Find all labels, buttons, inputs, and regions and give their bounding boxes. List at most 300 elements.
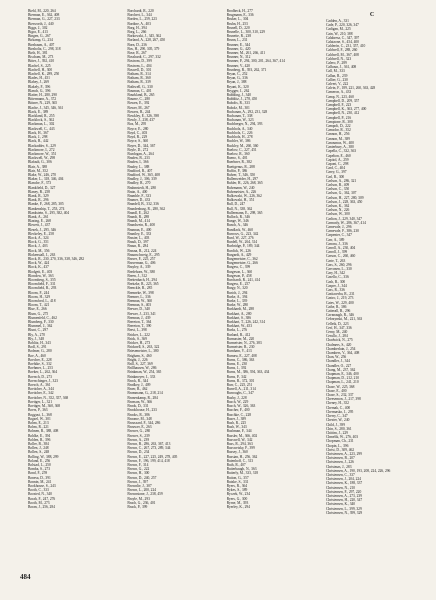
- index-entry: Brillhausen, W., 286: [127, 366, 157, 371]
- index-entry: Bullenweider, H., 297: [226, 177, 258, 182]
- index-entry: Bloomfield, R., 293: [28, 286, 57, 291]
- index-entry: Borg, H., 394: [127, 25, 147, 30]
- index-entry: Bradey, L., 388: [127, 164, 150, 169]
- index-entry: Brunette, R., 238: [226, 34, 251, 39]
- index-entry: Boerschinger, J., 323: [28, 378, 58, 383]
- index-entry: Black, J., 298: [28, 135, 48, 140]
- index-entry: Cannon, M., 389: [325, 136, 350, 141]
- index-entry: Brownstone, J., 238, 459: [127, 492, 163, 497]
- index-entry: Borah, F., 247, 276: [28, 496, 56, 501]
- index-entry: Boyd, R., 229: [127, 135, 148, 140]
- index-entry: Box, M., 295: [127, 122, 147, 127]
- index-entry: Brown, J., 397: [127, 479, 149, 484]
- index-entry: Bull, D., 247: [226, 202, 246, 207]
- index-entry: Bingen, G., 267: [28, 34, 51, 39]
- index-entry: Bunge, W., 346: [226, 219, 249, 224]
- index-entry: Brower, S., 239: [127, 433, 150, 438]
- index-entry: Bloomberg, S., 355: [28, 278, 56, 282]
- index-entry: Bowen, E., 392: [127, 101, 150, 106]
- index-entry: Brodkey, J., 409: [127, 383, 151, 388]
- index-entry: Brain, A., 400: [127, 189, 148, 194]
- index-entry: Blank, A., 261: [28, 214, 49, 219]
- index-entry: Bush, W., 343: [226, 425, 247, 430]
- index-entry: Burns, E., 230: [226, 362, 248, 367]
- index-entry: Boehmer, L., 253: [28, 366, 53, 371]
- index-entry: Blankstein, S., 295, 382, 404: [28, 210, 70, 215]
- index-entry: Brennan, S., 403: [127, 303, 152, 308]
- index-entry: Bittner, N., 229, 365: [28, 101, 58, 106]
- index-entry: Bryan, J., 388: [226, 80, 247, 85]
- index-entry: Canoumus, W., 400: [325, 140, 354, 145]
- index-entry: Bly, J., 348: [28, 336, 45, 341]
- index-entry: Campione, R., 300: [325, 119, 353, 124]
- index-entry: Boyce, E., 280: [127, 126, 149, 131]
- index-entry: Boller, B., 384: [28, 441, 49, 446]
- index-entry: Brygger, J., 262: [226, 88, 250, 93]
- index-entry: Bonnin, M., 241: [28, 479, 52, 484]
- index-entry: Campbell, D., 209, 357: [325, 98, 360, 103]
- index-entry: Brunell, D., 220: [226, 25, 250, 30]
- index-entry: Camp, N., 223, 460: [325, 94, 354, 99]
- index-entry: Burchardt, R., 241, 414: [226, 278, 261, 282]
- index-entry: Bush, R., 225: [226, 420, 247, 425]
- index-entry: Byers, R., 364: [226, 483, 248, 488]
- index-entry: Brewer, J., 233, 341: [127, 311, 156, 316]
- index-entry: Blackwell, C., 443: [28, 126, 55, 131]
- index-entry: Bozdogan, A., 264: [127, 151, 154, 156]
- index-entry: Brock, R., 344: [127, 378, 149, 383]
- index-entry: Bolden, R., 396: [28, 437, 51, 442]
- index-entry: Blair, M., 352: [28, 168, 48, 173]
- index-entry: Blache, J., 345, 346, 361: [28, 105, 64, 110]
- index-entry: Calvin, F., 189, 221, 260, 363, 428: [325, 86, 376, 91]
- index-entry: Broome, M., 348: [127, 416, 152, 421]
- index-entry: Bubolz, M., 301: [226, 105, 250, 110]
- index-entry: Buchanan, W., 323: [226, 118, 254, 123]
- index-entry: Bosshardt, C., 297, 332: [127, 55, 161, 60]
- index-entry: Bruck, P., 399: [127, 504, 148, 509]
- index-entry: Chan, W., 256: [325, 355, 347, 360]
- index-entry: Blackmore, I., 272: [28, 147, 55, 152]
- index-entry: Burkhart, W., 453: [226, 324, 252, 329]
- index-entry: Burnaw, E., 227, 408: [226, 353, 257, 358]
- index-entry: Burich, J., 294: [226, 290, 248, 295]
- index-entry: Buchler, W., 386: [226, 139, 251, 144]
- index-entry: Burdick, W., 226: [226, 248, 251, 253]
- index-entry: Blazing, E., 268: [28, 219, 51, 224]
- index-entry: Block, R., 230, 270, 336, 338, 346, 282: [28, 256, 85, 261]
- index-entry: Campbell, F., 223: [325, 103, 352, 108]
- index-entry: Chopin, L., 396: [325, 443, 349, 448]
- index-entry: Brest, L., 398: [127, 328, 147, 333]
- index-entry: Carroll, A., 230, 404: [325, 245, 356, 250]
- index-entry: Bowkley, E., 326, 398: [127, 114, 159, 119]
- index-entry: Blafault, G., 306: [28, 160, 52, 165]
- index-entry: Burdell, W., 264, 314: [226, 240, 258, 245]
- index-entry: Carvonen, L., 330: [325, 266, 352, 271]
- index-entry: Busby, J., 228: [226, 395, 247, 400]
- index-entry: Butzke, S., 331: [226, 479, 249, 484]
- index-entry: Bierman, E., 362, 408: [28, 13, 60, 18]
- index-entry: Brennan, W., 360: [127, 299, 153, 304]
- index-entry: Blades, H., 451: [28, 76, 50, 81]
- index-entry: Burns, R., 372, 301: [226, 378, 255, 383]
- index-entry: Bohlke, E., 394: [28, 433, 51, 438]
- index-entry: Bose, R., 267: [127, 51, 147, 56]
- index-entry: Burns, C., 386, 363: [226, 357, 255, 362]
- index-entry: Celleik, D., 223: [325, 321, 349, 326]
- index-entry: Brandt, M., 414: [127, 219, 150, 224]
- index-entry: Cathe, R., 386: [325, 304, 347, 309]
- index-entry: Bogzel, W., 301: [28, 416, 51, 421]
- index-entry: Christensen, N., 210: [325, 485, 356, 490]
- index-columns: [28, 9, 418, 515]
- index-entry: Busch, W., 229: [226, 399, 249, 404]
- index-entry: Burbridge, P., 189, 344: [226, 244, 260, 249]
- index-entry: Chin, S., 280, 361: [325, 426, 352, 431]
- index-entry: Burns, J., 392: [226, 366, 247, 371]
- index-entry: Carson, C., 260, 460: [325, 254, 356, 259]
- index-entry: Bradley, J., 306, 339: [127, 177, 157, 182]
- index-entry: Burkhardt, M., 288: [226, 307, 254, 312]
- index-entry: Blatter, H., 280, 290: [28, 93, 57, 98]
- index-entry: Bulkowski, W., 226, 362: [226, 193, 262, 198]
- index-entry: Blank, R., 329: [28, 193, 49, 198]
- index-entry: Bubbling, J., 340: [226, 93, 251, 98]
- index-entry: Burgardt, A., 429: [226, 252, 252, 257]
- index-entry: Byrne, M., 393: [226, 500, 249, 505]
- index-entry: Bloomford, L., 418: [28, 299, 56, 304]
- index-entry: Carr, A., 389: [325, 237, 345, 242]
- index-entry: Burke, A., 394: [226, 294, 248, 299]
- index-entry: Blachel, S., 225: [28, 63, 51, 68]
- index-entry: Bloom, H., 329: [28, 294, 50, 299]
- index-entry: Cary, H., 342: [325, 271, 345, 276]
- index-entry: Carlson, K., 362: [325, 203, 350, 208]
- index-entry: Buchholz, H., 278: [226, 135, 253, 140]
- index-entry: Brayley, A., 339: [127, 265, 151, 270]
- index-entry: Burkhart, A., 280: [226, 311, 252, 316]
- index-entry: Brugmann, E., 336: [226, 13, 254, 18]
- index-entry: Birnbaum, A., 407: [28, 42, 55, 47]
- index-entry: Bradford, R., 407: [127, 168, 153, 173]
- index-entry: Blaney, B., 258: [28, 189, 50, 194]
- index-entry: Calero, P., 289: [325, 61, 347, 66]
- index-entry: Carlton, J., 229, 340, 347: [325, 216, 362, 221]
- index-entry: Blummel, J., 362: [28, 324, 53, 329]
- index-entry: Blacklock, S., 362: [28, 118, 55, 123]
- index-entry: Buffin, P., 386: [226, 168, 248, 173]
- index-entry: Brasier, L., 403: [127, 235, 150, 240]
- index-entry: Boran, J., 256, 284: [28, 504, 55, 509]
- index-entry: Carlson, C., 350: [325, 187, 350, 192]
- index-column-2: [127, 9, 219, 515]
- index-entry: Brinkman, W., 254, 365: [127, 370, 162, 375]
- index-entry: Christensen, A., 190, 193, 208, 224, 226, 296: [325, 468, 391, 473]
- index-entry: Buscher, F., 400: [226, 408, 250, 413]
- index-entry: Block, J., 403: [28, 244, 48, 249]
- index-entry: Carnevale, F., 386, 230: [325, 229, 359, 234]
- index-entry: Block, W., 424: [28, 261, 50, 266]
- index-entry: Bitter, J., 392, 410: [28, 59, 55, 64]
- index-entry: Brandenburg, R., 280, 362: [127, 206, 165, 211]
- index-entry: Brandell, B., 332, 336: [127, 202, 159, 207]
- index-entry: Brunner, N., 312: [226, 55, 251, 60]
- index-entry: Black, R., 442: [28, 139, 49, 144]
- index-entry: Capitol, A., 259: [325, 157, 349, 162]
- index-entry: Boers, P., 363: [28, 408, 48, 413]
- index-entry: Chambers, V., 364, 408: [325, 351, 360, 356]
- index-entry: Bittermann, A., 372: [28, 97, 57, 102]
- index-entry: Briesemeister, L., 380: [127, 349, 159, 354]
- index-entry: Boettcher, A., 344: [28, 387, 54, 392]
- index-entry: Bostrom, L., 404: [127, 63, 152, 68]
- index-entry: Cash, R., 300: [325, 279, 346, 284]
- index-entry: Carlson, J., 228, 363, 450: [325, 199, 363, 204]
- index-entry: Carlson, A., 286, 321: [325, 178, 357, 183]
- index-entry: Bohm, E., 213: [28, 420, 49, 425]
- index-entry: Bodl, S., 291: [28, 345, 47, 350]
- index-entry: Blezek, J., 295, 346: [28, 227, 57, 232]
- index-entry: Brown, D., 234: [127, 450, 150, 455]
- index-entry: Brunn, L., 231: [226, 38, 248, 43]
- index-entry: Borland, A., 228, 267, 450: [127, 38, 166, 43]
- index-entry: Boland, E., 256: [28, 458, 51, 463]
- index-entry: Blachell, K., 289, 250: [28, 72, 60, 77]
- index-entry: Christ, D., 309, 462: [325, 447, 355, 452]
- index-entry: Chapman, L., 241, 210: [325, 380, 359, 385]
- index-entry: Bodmer, G., 280: [28, 349, 52, 354]
- index-entry: Botham, R., 360: [127, 76, 151, 81]
- index-entry: Burd, W., 227, 276: [226, 235, 254, 240]
- index-entry: Bronson, W., 366: [127, 399, 153, 404]
- index-entry: Breen, J., 312: [127, 273, 147, 278]
- index-entry: Born, D., 236: [127, 42, 147, 47]
- section-letter-heading: C: [369, 12, 375, 18]
- index-entry: Chapman, D., 212, 210: [325, 376, 360, 381]
- index-entry: Borg, L., 266: [127, 30, 147, 35]
- index-entry: Blanke, F., 268, 285, 305: [28, 202, 64, 207]
- index-entry: Bourkland, B., 265: [127, 93, 155, 98]
- index-entry: Block, G., 351: [28, 240, 49, 245]
- index-entry: Blumberg, F., 330: [28, 320, 54, 325]
- index-entry: Brown, G., 222: [127, 467, 150, 472]
- index-entry: Boesch, A., 361: [28, 383, 51, 388]
- index-entry: Blackland, R., 255: [28, 114, 55, 119]
- index-entry: Cates, W., 229, 400: [325, 300, 354, 305]
- index-entry: Brown, B., 286, 263, 367, 413: [127, 441, 171, 446]
- index-entry: Buelow, C., 227, 451: [226, 147, 257, 152]
- index-entry: Black, H., 367: [28, 130, 49, 135]
- index-entry: Botham, R., 339: [127, 80, 151, 85]
- index-entry: Brooks, R., 386: [127, 412, 150, 417]
- index-entry: Borchardt, R., 220: [127, 9, 154, 13]
- index-entry: Burke, W., 280: [226, 303, 249, 308]
- index-entry: Bryan, C., 252: [226, 72, 248, 77]
- index-entry: Boettcher, N., 352, 357, 368: [28, 395, 69, 400]
- index-entry: Butenhoff, C., 313: [226, 458, 254, 463]
- index-entry: Caldwell, N., 323: [325, 56, 352, 61]
- index-entry: Chermasko, J., 295: [325, 409, 354, 414]
- index-entry: Burkhart, T., 226, 242, 314: [226, 320, 266, 325]
- index-entry: Brick, S., 369: [127, 336, 147, 341]
- index-entry: Broer, R., 462: [127, 387, 148, 392]
- index-entry: Blackmore, W., 351: [28, 151, 57, 156]
- index-entry: Brenneke, W., 398: [127, 290, 154, 295]
- index-entry: Blokenstall, J., 263: [28, 252, 56, 257]
- index-entry: Birkamp, G., 234: [28, 38, 53, 43]
- index-entry: Carlson, H., 227, 280, 309: [325, 195, 364, 200]
- index-entry: Bussler, M., 366, 402: [226, 433, 258, 438]
- index-entry: Busch, W., 326, 363: [226, 404, 256, 409]
- index-entry: Buettgenus, R., 288: [226, 164, 255, 169]
- index-entry: Brunelle, L., 300, 310, 229: [226, 30, 265, 35]
- index-entry: Bubblitz, J., 278, 450: [226, 97, 258, 102]
- index-entry: Blum, G., 275: [28, 311, 49, 316]
- index-entry: Brunner, V., 420: [226, 63, 250, 68]
- index-entry: Bolstad, L., 250: [28, 462, 51, 467]
- index-entry: Boehike, S., 332: [28, 362, 52, 367]
- index-entry: Botham, R., 314: [127, 72, 151, 77]
- index-entry: Bowers, R., 244: [127, 109, 151, 114]
- index-entry: Casper, J., 344: [325, 283, 347, 288]
- index-entry: Brunner, E., 344: [226, 42, 251, 47]
- index-entry: Bredehorn, W., 380: [127, 269, 156, 274]
- index-entry: Chase, W., 225, 368: [325, 384, 355, 389]
- index-entry: Bruch, G., 236, 401: [127, 500, 156, 505]
- index-entry: Cannon, H., 256: [325, 132, 350, 137]
- index-entry: Brunner, P., 294, 300, 201, 264, 367, 414: [226, 59, 285, 64]
- index-entry: Blanche, F., 373: [28, 181, 52, 186]
- index-entry: Bricknell, S., 263, 322: [127, 345, 160, 350]
- index-entry: Boblitz, H., 343: [28, 341, 51, 346]
- index-entry: Boe, A., 460: [28, 353, 46, 358]
- index-entry: Buelow, R., 360: [226, 151, 250, 156]
- index-entry: Christensen, K., 188, 337: [325, 481, 363, 486]
- index-entry: Cavanaugh, R., 346: [325, 313, 355, 318]
- index-entry: Boyle, D., 272: [127, 147, 149, 152]
- index-entry: Brown, L., 200, 224: [127, 488, 156, 493]
- index-entry: Biggs, J., 302: [28, 25, 48, 30]
- index-entry: Breitzke, R., 223, 365: [127, 282, 159, 287]
- index-entry: Bronenkamp, R., 284: [127, 395, 158, 400]
- index-entry: Brunner, M., 261, 266, 411: [226, 51, 266, 56]
- index-entry: Bond, F., 259: [28, 471, 48, 476]
- index-entry: Brandl, E., 262: [127, 210, 149, 215]
- index-entry: Brewer, D., 340: [127, 307, 150, 312]
- index-entry: Blake, W., 246, 270: [28, 172, 57, 177]
- index-entry: Booth, C., 333: [28, 488, 49, 493]
- index-entry: Canterbury, A., 380: [325, 145, 354, 150]
- index-entry: Bramble, F., 333: [127, 193, 151, 198]
- index-entry: Bubolts, R., 333: [226, 101, 250, 106]
- index-entry: Buhrer, T., 346, 350: [226, 172, 256, 177]
- index-entry: Bollen, J., 248: [28, 446, 49, 451]
- index-entry: Capelton, E., 460: [325, 153, 351, 158]
- index-entry: Burmeister, N., 276, 383: [226, 341, 262, 346]
- index-entry: Bradford, W., 365, 408: [127, 172, 160, 177]
- index-entry: Bleckeley, E., 258: [28, 231, 54, 236]
- index-entry: Christensen, J., 204, 224: [325, 477, 361, 482]
- index-entry: Burns, M., 386, 394, 363, 434: [226, 370, 270, 375]
- index-entry: Chernak, C., 400: [325, 405, 351, 410]
- index-entry: Braver, F., 225, 257: [127, 256, 156, 261]
- index-entry: Blahey, J., 269: [28, 80, 49, 85]
- index-entry: Bulkowski, H., 351: [226, 198, 255, 203]
- index-entry: Brown, F., 314: [127, 462, 149, 467]
- index-entry: Bowly, J., 238, 437: [127, 118, 155, 123]
- index-entry: Birnholtz, C., 298, 318: [28, 46, 61, 51]
- index-entry: Burland, R., 412: [226, 332, 251, 337]
- index-entry: Callier, G., 230: [325, 77, 348, 82]
- index-entry: Callan, R., 239: [325, 73, 348, 78]
- index-entry: Chmelik, W., 276, 403: [325, 435, 359, 440]
- index-entry: Bull, N., 338, 362: [226, 206, 253, 211]
- index-entry: Cass, R., 336: [325, 288, 345, 292]
- index-entry: Buhrmann, W., 240: [226, 185, 255, 190]
- index-entry: Carrara, J., 336: [325, 241, 348, 246]
- index-entry: Caldwell, F., 288, 260: [325, 48, 358, 53]
- index-entry: Calatzone, S., 454, 400: [325, 40, 359, 45]
- index-entry: Burgemeister, C., 362: [226, 256, 258, 261]
- index-entry: Bullock, R., 346: [226, 214, 250, 219]
- index-entry: Carmody, W., 286, 367, 414: [325, 220, 366, 225]
- index-entry: Byerley, K., 294: [226, 504, 250, 509]
- index-entry: Bonesa, D., 391: [28, 475, 51, 480]
- index-entry: Birth, H., 381: [28, 51, 48, 56]
- index-entry: Chang, M., 237, 362: [325, 367, 356, 372]
- index-entry: Burgemeister, G., 266: [226, 261, 258, 266]
- index-entry: Cheney, H., 352: [325, 401, 349, 406]
- index-entry: Chase, S., 232, 337: [325, 393, 354, 398]
- index-entry: Brouwer, E., 263: [127, 425, 152, 430]
- index-entry: Boettger, L., 321: [28, 399, 52, 404]
- index-entry: Brunberg, R., 393, 262, 371: [226, 67, 267, 72]
- index-entry: Chase, E., 400: [325, 388, 347, 393]
- index-entry: Cerny, M., 240: [325, 330, 348, 335]
- index-entry: Chadwick, N., 275: [325, 338, 353, 343]
- index-entry: Brenner, L., 336: [127, 294, 151, 299]
- index-entry: Bricker, L., 222: [127, 332, 150, 337]
- index-entry: Carl, R., 300: [325, 174, 345, 179]
- index-entry: Burmaster, M., 220: [226, 336, 255, 341]
- index-entry: Brinkmeyer, J., 333: [127, 374, 156, 379]
- index-entry: Boswell, D., 301: [127, 67, 152, 72]
- index-entry: Card, C., 404: [325, 166, 345, 171]
- index-entry: Braunschweig, E., 295: [127, 252, 160, 257]
- index-entry: Capella, C., 332, 363: [325, 149, 357, 154]
- index-entry: Blankfield, D., 327: [28, 185, 56, 190]
- index-entry: Bricker, H., 273: [127, 341, 151, 346]
- index-entry: Brookhouse, H., 233: [127, 408, 157, 413]
- index-entry: Brantley, E., 333: [127, 231, 152, 236]
- index-entry: Castro, J., 219, 273: [325, 296, 354, 301]
- index-entry: Bundlack, W., 460: [226, 227, 253, 232]
- index-entry: Cadden, A., 331: [325, 19, 349, 23]
- index-entry: Boggust, L., 368: [28, 412, 52, 417]
- index-entry: Bostrom, D., 399: [127, 59, 152, 64]
- index-entry: Campbell, P., 216: [325, 115, 352, 120]
- index-entry: Boyd, C., 403: [127, 130, 148, 135]
- index-entry: Bly, A., 270: [28, 332, 45, 337]
- page-number: 484: [20, 573, 31, 581]
- index-entry: Burkhart, S., 386: [226, 315, 251, 320]
- index-entry: Blumenfeld, C., 462: [28, 315, 57, 320]
- index-entry: Bourne, C., 280: [127, 97, 150, 102]
- index-entry: Bykes, S., 389: [226, 488, 248, 493]
- index-entry: Bigra, E., 413: [28, 30, 48, 35]
- index-entry: Buchanan, T., 338: [226, 114, 253, 119]
